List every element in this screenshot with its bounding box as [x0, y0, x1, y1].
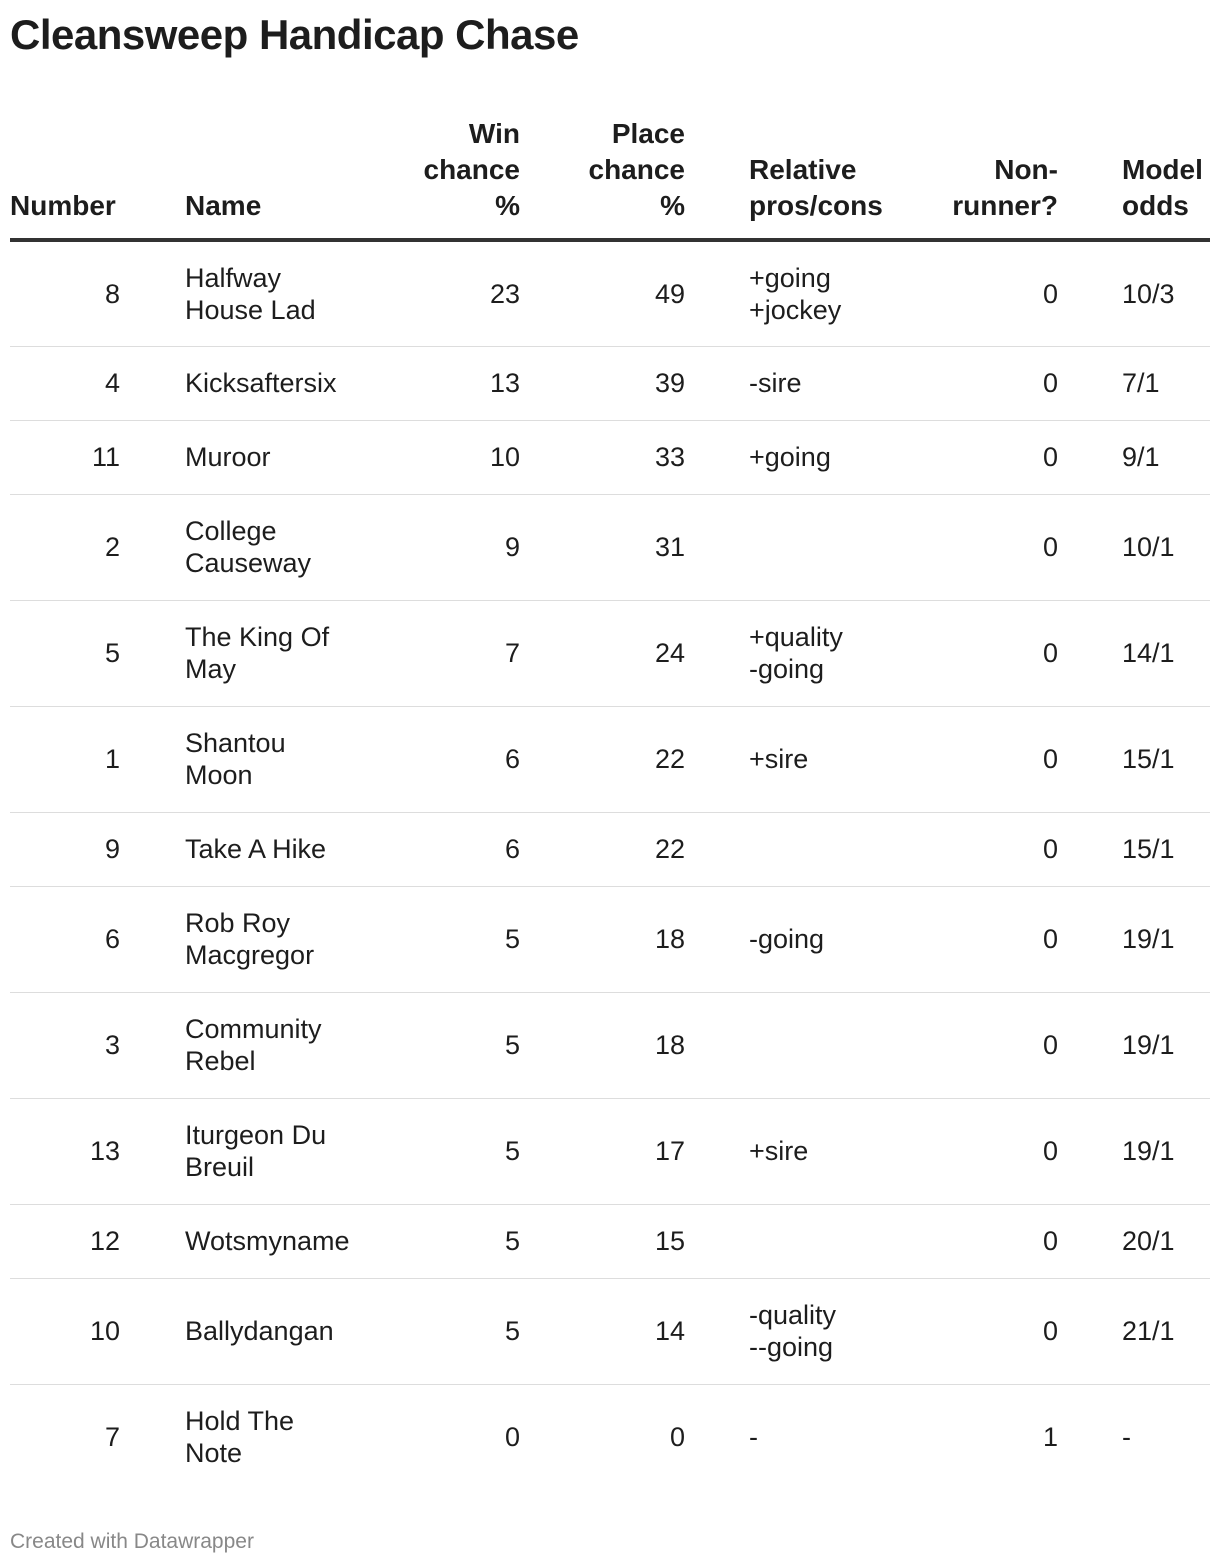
- cell-win-chance: 13: [370, 346, 520, 420]
- cell-name: [185, 1278, 370, 1384]
- cell-pros-cons: [749, 600, 919, 706]
- cell-name: [185, 600, 370, 706]
- cell-place-chance: 15: [520, 1204, 685, 1278]
- cell-spacer: [1058, 346, 1122, 420]
- cell-pros-cons: [749, 240, 919, 346]
- header-name[interactable]: [185, 112, 370, 240]
- table-row: [10, 600, 1210, 706]
- cell-number: 4: [10, 346, 120, 420]
- header-line: Non-: [994, 154, 1058, 185]
- cell-number: 8: [10, 240, 120, 346]
- header-line: %: [660, 190, 685, 221]
- cell-spacer: [1058, 812, 1122, 886]
- cell-non-runner: 0: [919, 812, 1058, 886]
- table-row: [10, 240, 1210, 346]
- cell-non-runner: 0: [919, 600, 1058, 706]
- cell-spacer: [1058, 1278, 1122, 1384]
- cell-name: [185, 494, 370, 600]
- cell-number: 11: [10, 420, 120, 494]
- header-line: Win: [468, 118, 520, 149]
- cell-place-chance: 17: [520, 1098, 685, 1204]
- cell-pros-cons: [749, 420, 919, 494]
- cell-spacer: [685, 706, 749, 812]
- cell-place-chance: 22: [520, 812, 685, 886]
- header-line: %: [495, 190, 520, 221]
- cell-spacer: [120, 886, 185, 992]
- header-line: runner?: [952, 190, 1058, 221]
- cell-model-odds: 19/1: [1122, 1098, 1210, 1204]
- header-line: Place: [611, 118, 685, 149]
- header-line: Relative: [749, 154, 857, 185]
- cell-win-chance: 10: [370, 420, 520, 494]
- cell-spacer: [685, 812, 749, 886]
- pros-line: +going: [749, 442, 831, 472]
- pros-line: -going: [749, 654, 825, 684]
- cell-spacer: [120, 240, 185, 346]
- cell-number: 13: [10, 1098, 120, 1204]
- cell-model-odds: 10/1: [1122, 494, 1210, 600]
- cell-spacer: [120, 706, 185, 812]
- header-line: Number: [10, 190, 116, 221]
- cell-pros-cons: [749, 812, 919, 886]
- name-line: May: [185, 654, 237, 684]
- table-row: [10, 420, 1210, 494]
- cell-win-chance: 5: [370, 886, 520, 992]
- table-row: [10, 812, 1210, 886]
- pros-line: +sire: [749, 1136, 809, 1166]
- pros-line: +jockey: [749, 294, 842, 325]
- cell-spacer: [685, 600, 749, 706]
- cell-non-runner: 0: [919, 1098, 1058, 1204]
- cell-place-chance: 24: [520, 600, 685, 706]
- pros-line: +quality: [749, 622, 843, 652]
- name-line: The King Of: [185, 622, 330, 652]
- cell-pros-cons: [749, 1278, 919, 1384]
- cell-place-chance: 18: [520, 886, 685, 992]
- cell-place-chance: 31: [520, 494, 685, 600]
- pros-line: --going: [749, 1332, 834, 1362]
- cell-number: 12: [10, 1204, 120, 1278]
- name-line: Halfway: [185, 262, 282, 293]
- cell-spacer: [685, 1098, 749, 1204]
- name-line: Causeway: [185, 548, 312, 578]
- cell-model-odds: 19/1: [1122, 992, 1210, 1098]
- cell-place-chance: 22: [520, 706, 685, 812]
- cell-non-runner: 0: [919, 886, 1058, 992]
- cell-win-chance: 7: [370, 600, 520, 706]
- name-line: Breuil: [185, 1152, 255, 1182]
- cell-place-chance: 0: [669, 1422, 685, 1453]
- name-line: Ballydangan: [185, 1316, 334, 1346]
- cell-number: 10: [10, 1278, 120, 1384]
- cell-non-runner: 1: [1042, 1422, 1058, 1453]
- header-line: odds: [1122, 190, 1189, 221]
- cell-number: 1: [10, 706, 120, 812]
- cell-spacer: [120, 992, 185, 1098]
- cell-model-odds: 19/1: [1122, 886, 1210, 992]
- cell-pros-cons: [749, 886, 919, 992]
- cell-win-chance: 5: [370, 1204, 520, 1278]
- cell-name: [185, 706, 370, 812]
- name-line: Kicksaftersix: [185, 368, 337, 398]
- cell-spacer: [1058, 420, 1122, 494]
- name-line: Muroor: [185, 442, 271, 472]
- name-line: Iturgeon Du: [185, 1120, 327, 1150]
- table-row: [10, 1204, 1210, 1278]
- pros-line: -sire: [749, 368, 802, 398]
- name-line: Rebel: [185, 1046, 256, 1076]
- name-line: Macgregor: [185, 940, 315, 970]
- name-line: College: [185, 516, 277, 546]
- cell-model-odds: 10/3: [1122, 240, 1210, 346]
- pros-line: +going: [749, 262, 831, 293]
- cell-pros-cons: [749, 706, 919, 812]
- header-place-chance[interactable]: [520, 112, 685, 240]
- cell-name: [185, 1204, 370, 1278]
- header-line: Model: [1122, 154, 1203, 185]
- cell-model-odds: 7/1: [1122, 346, 1210, 420]
- cell-spacer: [685, 886, 749, 992]
- cell-place-chance: 33: [520, 420, 685, 494]
- cell-pros-cons: [749, 1384, 919, 1490]
- cell-spacer: [685, 494, 749, 600]
- cell-win-chance: 5: [370, 992, 520, 1098]
- cell-number: 5: [10, 600, 120, 706]
- cell-number: 7: [104, 1422, 120, 1453]
- cell-spacer: [685, 1204, 749, 1278]
- cell-spacer: [1058, 1384, 1122, 1490]
- cell-win-chance: 6: [370, 812, 520, 886]
- cell-place-chance: 14: [520, 1278, 685, 1384]
- header-line: pros/cons: [749, 190, 883, 221]
- cell-non-runner: 0: [919, 992, 1058, 1098]
- cell-pros-cons: [749, 1098, 919, 1204]
- table-row: [10, 494, 1210, 600]
- name-line: Moon: [185, 760, 253, 790]
- cell-model-odds: 15/1: [1122, 706, 1210, 812]
- cell-model-odds: 21/1: [1122, 1278, 1210, 1384]
- header-spacer: [1058, 112, 1122, 240]
- cell-model-odds: 20/1: [1122, 1204, 1210, 1278]
- cell-win-chance: 6: [370, 706, 520, 812]
- cell-name: [185, 812, 370, 886]
- header-line: Name: [185, 190, 262, 221]
- name-line: Take A Hike: [185, 834, 327, 864]
- cell-pros-cons: [749, 1204, 919, 1278]
- cell-spacer: [120, 1098, 185, 1204]
- cell-spacer: [120, 420, 185, 494]
- header-pros-cons[interactable]: [749, 112, 919, 240]
- cell-name: [185, 346, 370, 420]
- cell-spacer: [685, 240, 749, 346]
- cell-spacer: [1058, 886, 1122, 992]
- cell-non-runner: 0: [919, 1278, 1058, 1384]
- cell-non-runner: 0: [919, 494, 1058, 600]
- pros-line: -going: [749, 924, 825, 954]
- table-row: [10, 1278, 1210, 1384]
- cell-model-odds: -: [1122, 1422, 1131, 1453]
- cell-spacer: [685, 1384, 749, 1490]
- header-line: chance: [588, 154, 685, 185]
- header-non-runner[interactable]: [919, 112, 1058, 240]
- cell-spacer: [1058, 1204, 1122, 1278]
- cell-win-chance: 0: [504, 1422, 520, 1453]
- cell-name: [185, 886, 370, 992]
- cell-place-chance: 39: [520, 346, 685, 420]
- cell-name: [185, 1098, 370, 1204]
- cell-name: [185, 420, 370, 494]
- cell-number: 9: [10, 812, 120, 886]
- cell-spacer: [685, 420, 749, 494]
- cell-spacer: [1058, 706, 1122, 812]
- name-line: Hold The: [185, 1406, 295, 1437]
- cell-pros-cons: [749, 346, 919, 420]
- cell-win-chance: 5: [370, 1278, 520, 1384]
- cell-non-runner: 0: [919, 706, 1058, 812]
- pros-line: +sire: [749, 744, 809, 774]
- name-line: Community: [185, 1014, 322, 1044]
- cell-non-runner: 0: [919, 240, 1058, 346]
- chart-title: Cleansweep Handicap Chase: [10, 11, 579, 58]
- header-win-chance[interactable]: [370, 112, 520, 240]
- cell-win-chance: 9: [370, 494, 520, 600]
- header-number[interactable]: [10, 112, 120, 240]
- cell-name: [185, 240, 370, 346]
- odds-table: [10, 112, 1210, 1490]
- table-body: [10, 240, 1210, 1490]
- cell-spacer: [120, 1278, 185, 1384]
- table-row: [10, 1384, 1210, 1490]
- table-row: [10, 346, 1210, 420]
- cell-spacer: [685, 1278, 749, 1384]
- cell-win-chance: 23: [370, 240, 520, 346]
- header-spacer: [685, 112, 749, 240]
- cell-spacer: [685, 992, 749, 1098]
- header-spacer: [120, 112, 185, 240]
- cell-name: [185, 992, 370, 1098]
- table-row: [10, 992, 1210, 1098]
- name-line: Wotsmyname: [185, 1226, 350, 1256]
- cell-spacer: [120, 1204, 185, 1278]
- cell-number: 3: [10, 992, 120, 1098]
- cell-spacer: [1058, 992, 1122, 1098]
- header-row: [10, 112, 1210, 240]
- table-row: [10, 1098, 1210, 1204]
- header-line: chance: [423, 154, 520, 185]
- cell-spacer: [1058, 240, 1122, 346]
- table-row: [10, 886, 1210, 992]
- cell-model-odds: 15/1: [1122, 812, 1210, 886]
- name-line: House Lad: [185, 294, 316, 325]
- name-line: Note: [185, 1438, 243, 1469]
- name-line: Rob Roy: [185, 908, 291, 938]
- cell-non-runner: 0: [919, 1204, 1058, 1278]
- header-model-odds[interactable]: [1122, 112, 1210, 240]
- cell-spacer: [1058, 600, 1122, 706]
- footer-credit: Created with Datawrapper: [10, 1530, 254, 1553]
- cell-spacer: [120, 600, 185, 706]
- pros-line: -: [749, 1422, 758, 1453]
- cell-spacer: [685, 346, 749, 420]
- cell-spacer: [120, 812, 185, 886]
- cell-spacer: [1058, 494, 1122, 600]
- table-row: [10, 706, 1210, 812]
- cell-model-odds: 14/1: [1122, 600, 1210, 706]
- cell-spacer: [1058, 1098, 1122, 1204]
- cell-non-runner: 0: [919, 346, 1058, 420]
- cell-place-chance: 49: [520, 240, 685, 346]
- cell-model-odds: 9/1: [1122, 420, 1210, 494]
- cell-spacer: [120, 494, 185, 600]
- cell-spacer: [120, 1384, 185, 1490]
- cell-pros-cons: [749, 494, 919, 600]
- cell-name: [185, 1384, 370, 1490]
- cell-win-chance: 5: [370, 1098, 520, 1204]
- cell-pros-cons: [749, 992, 919, 1098]
- cell-number: 2: [10, 494, 120, 600]
- cell-non-runner: 0: [919, 420, 1058, 494]
- cell-place-chance: 18: [520, 992, 685, 1098]
- pros-line: -quality: [749, 1300, 837, 1330]
- cell-number: 6: [10, 886, 120, 992]
- name-line: Shantou: [185, 728, 286, 758]
- cell-spacer: [120, 346, 185, 420]
